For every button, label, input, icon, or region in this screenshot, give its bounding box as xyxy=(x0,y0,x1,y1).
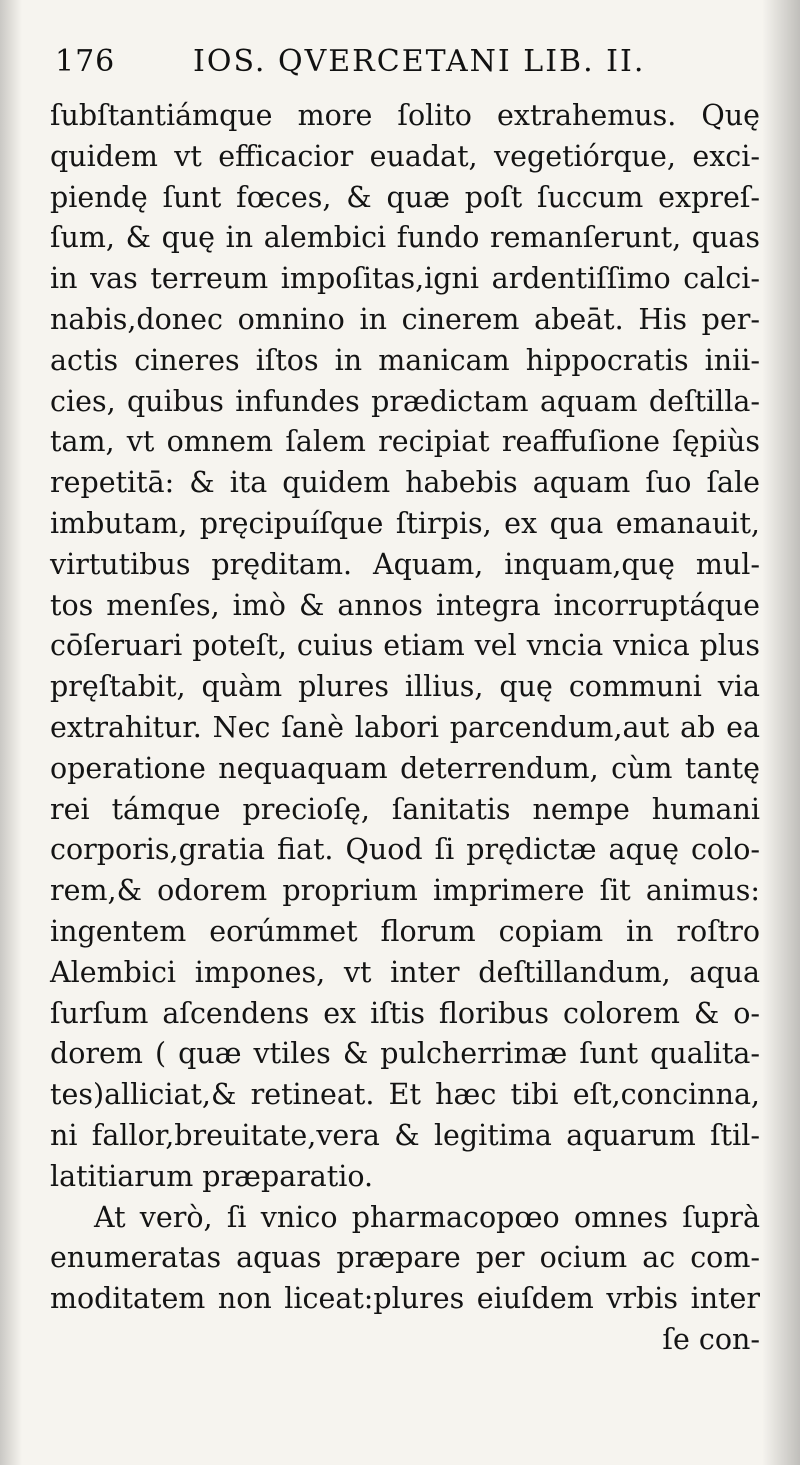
text-line: virtutibus pręditam. Aquam, inquam,quę mul- xyxy=(50,547,760,581)
text-line: extrahitur. Nec ſanè labori parcendum,aut ab ea xyxy=(50,710,760,744)
page-number: 176 xyxy=(55,44,116,79)
text-line: in vas terreum impoſitas,igni ardentiſſimo calci- xyxy=(50,262,760,296)
text-line: tos menſes, imò & annos integra incorruptáque xyxy=(50,588,760,622)
text-line: ſubſtantiámque more ſolito extrahemus. Quę xyxy=(50,99,760,132)
text-line: repetitā: & ita quidem habebis aquam ſuo ſale xyxy=(50,466,760,500)
text-line: pręſtabit, quàm plures illius, quę communi via xyxy=(50,670,760,704)
text-line: imbutam, pręcipuíſque ſtirpis, ex qua emanauit, xyxy=(50,506,760,540)
text-line: cōſeruari poteſt, cuius etiam vel vncia vnica plus xyxy=(50,629,760,663)
text-line: tes)alliciat,& retineat. Et hæc tibi eſt,concinna, xyxy=(50,1078,760,1112)
running-title: IOS. QVERCETANI LIB. II. xyxy=(193,44,646,79)
text-line: corporis,gratia fiat. Quod ſi prędictæ aquę colo- xyxy=(50,833,760,867)
body-text xyxy=(50,96,760,1361)
text-line: moditatem non liceat:plures eiuſdem vrbis inter xyxy=(50,1282,760,1316)
text-line: rem,& odorem proprium imprimere ſit animus: xyxy=(50,874,760,908)
text-line: dorem ( quæ vtiles & pulcherrimæ ſunt qualita- xyxy=(50,1037,760,1071)
text-line: Alembici impones, vt inter deſtillandum, aqua xyxy=(50,955,760,989)
text-line: actis cineres iſtos in manicam hippocratis inii- xyxy=(50,343,760,377)
text-line: ingentem eorúmmet florum copiam in roſtro xyxy=(50,914,760,948)
text-line: quidem vt efficacior euadat, vegetiórque, exci- xyxy=(50,139,760,173)
catchword: ſe con- xyxy=(662,1322,760,1356)
text-line: rei támque precioſę, ſanitatis nempe humani xyxy=(50,792,760,826)
text-line: cies, quibus infundes prædictam aquam deſtilla- xyxy=(50,384,760,418)
paragraph-start-line: At verò, ſi vnico pharmacopœo omnes ſuprà xyxy=(94,1200,760,1234)
text-line: piendę ſunt fœces, & quæ poſt ſuccum expreſ- xyxy=(50,180,760,214)
text-line: ſum, & quę in alembici fundo remanſerunt, quas xyxy=(50,221,760,255)
running-head xyxy=(55,44,755,84)
text-line: enumeratas aquas præpare per ocium ac com- xyxy=(50,1241,760,1275)
text-line: operatione nequaquam deterrendum, cùm tantę xyxy=(50,751,760,785)
text-line: ſurſum aſcendens ex iſtis floribus colorem & o- xyxy=(50,996,760,1030)
text-line: tam, vt omnem ſalem recipiat reaffuſione ſępiùs xyxy=(50,425,760,459)
text-line: latitiarum præparatio. xyxy=(50,1159,374,1193)
text-line: ni fallor,breuitate,vera & legitima aquarum ſtil- xyxy=(50,1118,760,1152)
text-line: nabis,donec omnino in cinerem abeāt. His per- xyxy=(50,302,760,336)
